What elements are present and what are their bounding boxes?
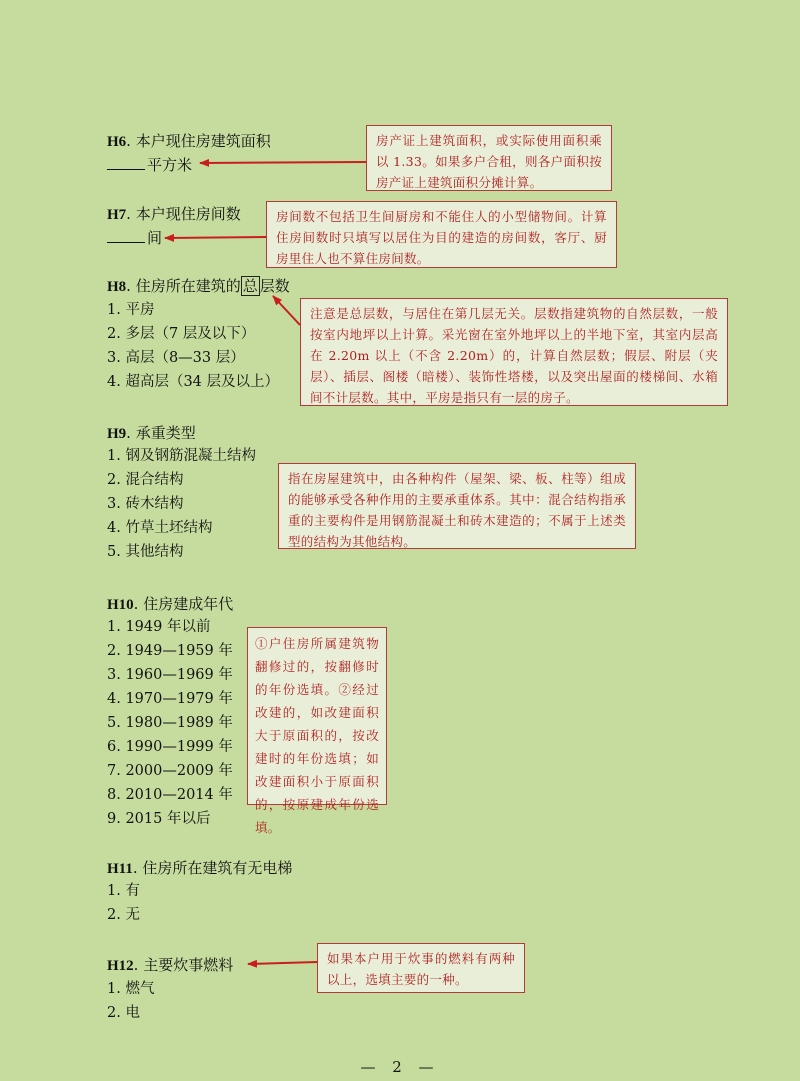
question-h10-title: H10. 住房建成年代	[107, 595, 234, 613]
page-number: — 2 —	[360, 1058, 440, 1076]
question-h9-title: H9. 承重类型	[107, 424, 196, 442]
option-h12-2[interactable]: 2. 电	[107, 1005, 140, 1021]
option-h8-1[interactable]: 1. 平房	[107, 302, 155, 318]
option-h10-1[interactable]: 1. 1949 年以前	[107, 619, 211, 635]
note-h7: 房间数不包括卫生间厨房和不能住人的小型储物间。计算住房间数时只填写以居住为目的建造的房间数，客厅、厨房里住人也不算住房间数。	[266, 201, 617, 268]
option-h10-7[interactable]: 7. 2000—2009 年	[107, 763, 233, 779]
option-h12-1[interactable]: 1. 燃气	[107, 981, 155, 997]
question-h6-answer-blank[interactable]: 平方米	[107, 155, 192, 175]
note-h8: 注意是总层数，与居住在第几层无关。层数指建筑物的自然层数，一般按室内地坪以上计算。采光窗在室外地坪以上的半地下室，其室内层高在 2.20m 以上（不含 2.20m）的，计算自然层数；假层、附层（夹层）、插层、阁楼（暗楼）、装饰性塔楼，以及突出屋面的楼梯间、水箱间不计层数。其中，平房是指只有一层的房子。	[300, 298, 728, 406]
option-h10-3[interactable]: 3. 1960—1969 年	[107, 667, 233, 683]
option-h9-3[interactable]: 3. 砖木结构	[107, 496, 184, 512]
option-h10-2[interactable]: 2. 1949—1959 年	[107, 643, 233, 659]
option-h10-6[interactable]: 6. 1990—1999 年	[107, 739, 233, 755]
option-h10-5[interactable]: 5. 1980—1989 年	[107, 715, 233, 731]
option-h8-4[interactable]: 4. 超高层（34 层及以上）	[107, 374, 280, 390]
option-h10-8[interactable]: 8. 2010—2014 年	[107, 787, 233, 803]
question-h7-title: H7. 本户现住房间数	[107, 205, 241, 223]
option-h8-3[interactable]: 3. 高层（8—33 层）	[107, 350, 245, 366]
note-h12: 如果本户用于炊事的燃料有两种以上，选填主要的一种。	[317, 943, 525, 993]
emphasis-box: 总	[242, 277, 258, 295]
arrow-h12	[248, 962, 317, 964]
option-h10-9[interactable]: 9. 2015 年以后	[107, 811, 211, 827]
option-h9-1[interactable]: 1. 钢及钢筋混凝土结构	[107, 448, 256, 464]
option-h9-2[interactable]: 2. 混合结构	[107, 472, 184, 488]
note-h9: 指在房屋建筑中，由各种构件（屋架、梁、板、柱等）组成的能够承受各种作用的主要承重体系。其中：混合结构指承重的主要构件是用钢筋混凝土和砖木建造的；不属于上述类型的结构为其他结构。	[278, 463, 636, 549]
question-h7-answer-blank[interactable]: 间	[107, 228, 162, 248]
note-h10: ①户住房所属建筑物翻修过的，按翻修时的年份选填。②经过改建的，如改建面积大于原面积的，按改建时的年份选填；如改建面积小于原面积的，按原建成年份选填。	[247, 627, 387, 805]
option-h11-1[interactable]: 1. 有	[107, 883, 140, 899]
question-h8-title: H8. 住房所在建筑的 总 层数	[107, 277, 290, 295]
arrow-h8	[273, 296, 300, 325]
arrow-h6	[200, 162, 366, 163]
question-h11-title: H11. 住房所在建筑有无电梯	[107, 859, 293, 877]
question-h12-title: H12. 主要炊事燃料	[107, 956, 234, 974]
option-h10-4[interactable]: 4. 1970—1979 年	[107, 691, 233, 707]
option-h9-4[interactable]: 4. 竹草土坯结构	[107, 520, 213, 536]
option-h9-5[interactable]: 5. 其他结构	[107, 544, 184, 560]
question-h6-title: H6. 本户现住房建筑面积	[107, 132, 271, 150]
option-h8-2[interactable]: 2. 多层（7 层及以下）	[107, 326, 256, 342]
arrow-h7	[165, 237, 266, 238]
note-h6: 房产证上建筑面积，或实际使用面积乘以 1.33。如果多户合租，则各户面积按房产证上建筑面积分摊计算。	[366, 125, 612, 191]
option-h11-2[interactable]: 2. 无	[107, 907, 140, 923]
